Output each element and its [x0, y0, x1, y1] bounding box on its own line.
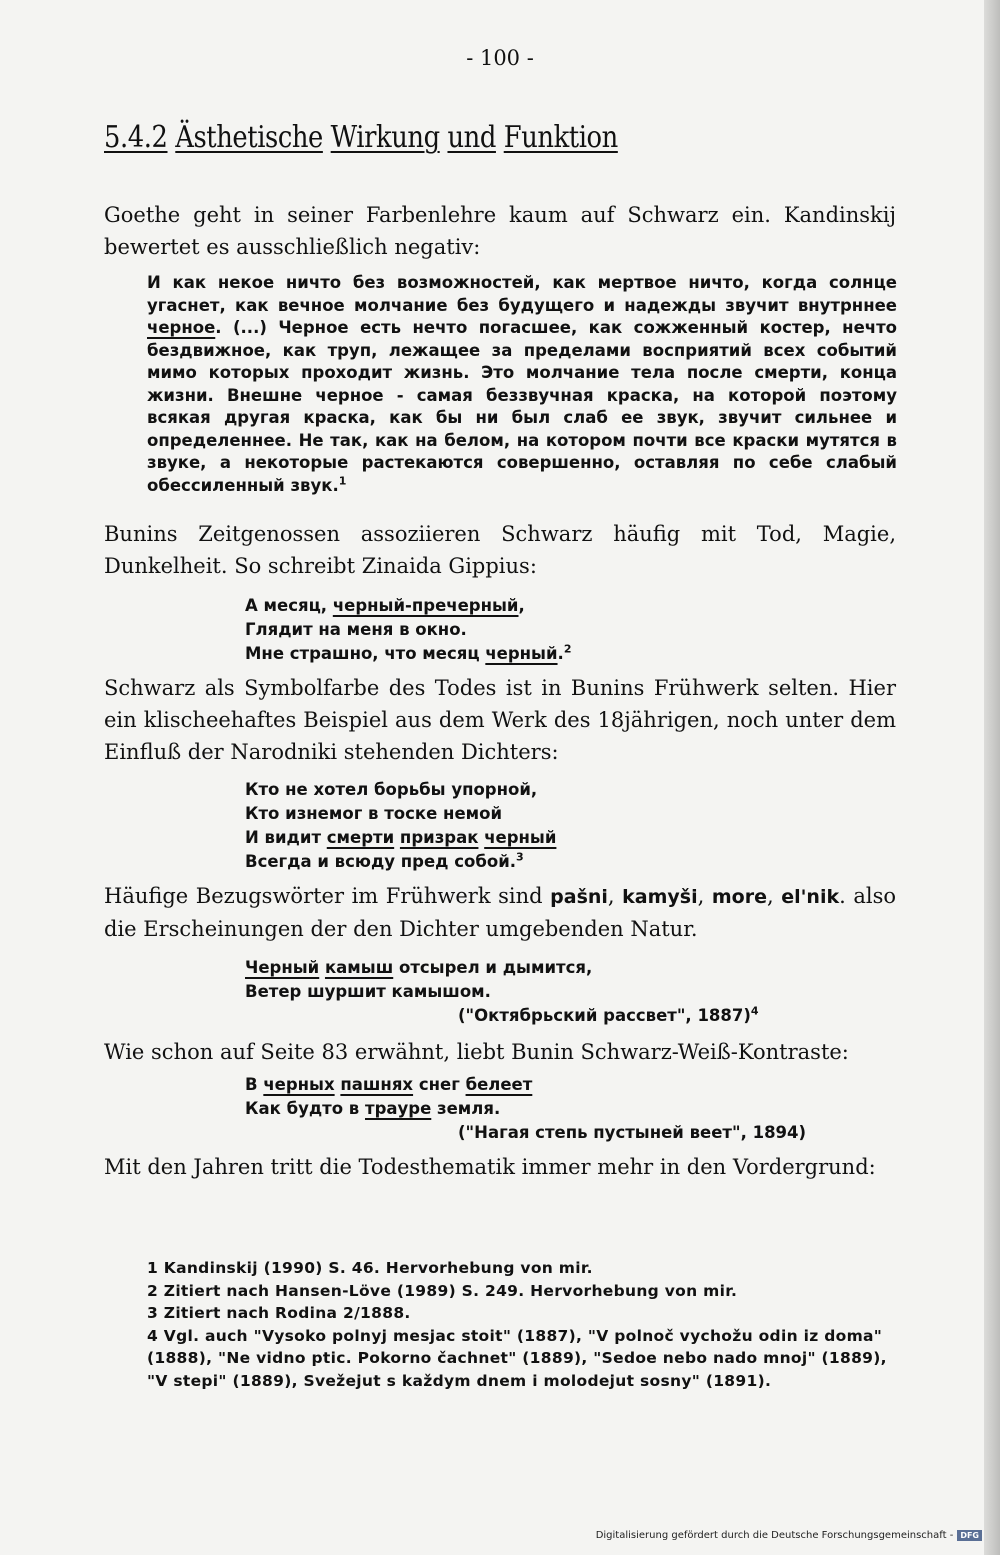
verse-source: ("Нагая степь пустыней веет", 1894) — [458, 1123, 807, 1142]
paragraph-goethe: Goethe geht in seiner Farbenlehre kaum auf Schwarz ein. Kandinskij bewertet es ausschließlich negativ: — [104, 203, 896, 259]
paragraph-todesthematik: Mit den Jahren tritt die Todesthematik immer mehr in den Vordergrund: — [104, 1155, 876, 1179]
verse-bunin-early — [245, 778, 556, 874]
footnotes — [147, 1257, 897, 1392]
paragraph-zeitgenossen: Bunins Zeitgenossen assoziieren Schwarz häufig mit Tod, Magie, Dunkelheit. So schreibt Zinaida Gippius: — [104, 522, 896, 578]
paragraph-bezugswoerter: Häufige Bezugswörter im Frühwerk sind pašni, kamyši, more, el'nik. also die Erscheinungen der den Dichter umgebenden Natur. — [104, 884, 896, 941]
paragraph-symbolfarbe: Schwarz als Symbolfarbe des Todes ist in Bunins Frühwerk selten. Hier ein klischeehaftes Beispiel aus dem Werk des 18jährigen, noch unter dem Einfluß der Narodniki stehenden Dichters: — [104, 676, 896, 764]
heading-number: 5.4.2 — [104, 120, 168, 155]
heading-word: Wirkung — [330, 120, 440, 155]
section-heading — [104, 120, 618, 155]
dfg-logo: DFG — [957, 1530, 982, 1541]
verse-line: Мне страшно, что месяц черный.$^2$ — [245, 642, 572, 663]
quote-text: . (...) Черное есть нечто погасшее, как сожженный костер, нечто бездвижное, как труп, лежащее за пределами восприятий всех событий мимо которых проходит жизнь. Это молчание тела после смерти, конца жизни. Внешне черное - самая беззвучная краска, на которой поэтому всякая другая краска, как бы ни был слаб ее звук, звучит сильнее и определеннее. Не так, как на белом, на котором почти все краски мутятся в звуке, а некоторые растекаются совершенно, оставляя по себе слабый обессиленный звук. — [147, 318, 897, 495]
verse-line: Черный камыш отсырел и дымится, — [245, 958, 593, 977]
quote-underlined-word: черное — [147, 318, 216, 337]
footnote-ref: 1 — [338, 474, 347, 487]
verse-line: Кто изнемог в тоске немой — [245, 804, 503, 823]
verse-line: Всегда и всюду пред собой.$^3$ — [245, 850, 524, 871]
heading-word: Funktion — [503, 120, 618, 155]
footnote: 1 Kandinskij (1990) S. 46. Hervorhebung von mir. — [147, 1259, 593, 1277]
page-number: - 100 - — [466, 46, 534, 70]
footnote: 3 Zitiert nach Rodina 2/1888. — [147, 1304, 411, 1322]
heading-word: und — [447, 120, 496, 155]
footnote: 4 Vgl. auch "Vysoko polnyj mesjac stoit" (1887), "V polnoč vychožu odin iz doma" (1888), "Ne vidno ptic. Pokorno čachnet" (1889), "Sedoe nebo nado mnoj" (1889), "V stepi" (1889), Svežejut s každym dnem i molodejut sosny" (1891). — [147, 1326, 887, 1390]
digitization-footer — [596, 1530, 982, 1541]
verse-line: А месяц, черный-пречерный, — [245, 596, 525, 615]
verse-source: ("Октябрьский рассвет", 1887)$^4$ — [458, 1004, 759, 1025]
verse-nagaja-step — [245, 1073, 532, 1121]
page-edge — [984, 0, 1000, 1555]
footer-text: Digitalisierung gefördert durch die Deutsche Forschungsgemeinschaft - — [595, 1530, 954, 1541]
footnote: 2 Zitiert nach Hansen-Löve (1989) S. 249. Hervorhebung von mir. — [147, 1281, 738, 1300]
verse-line: Как будто в трауре земля. — [245, 1099, 501, 1118]
verse-line: И видит смерти призрак черный — [245, 828, 557, 847]
verse-line: В черных пашнях снег белеет — [245, 1075, 533, 1094]
verse-line: Ветер шуршит камышом. — [245, 982, 491, 1001]
verse-line: Глядит на меня в окно. — [245, 620, 467, 639]
verse-oktober — [245, 956, 592, 1004]
paragraph-kontraste: Wie schon auf Seite 83 erwähnt, liebt Bunin Schwarz-Weiß-Kontraste: — [104, 1040, 849, 1064]
quote-kandinskij — [147, 272, 897, 497]
quote-text: И как некое ничто без возможностей, как мертвое ничто, когда солнце угаснет, как вечное молчание без будущего и надежды звучит внутрннее — [147, 273, 897, 315]
verse-line: Кто не хотел борьбы упорной, — [245, 780, 538, 799]
heading-word: Ästhetische — [175, 120, 323, 155]
verse-gippius — [245, 594, 571, 666]
